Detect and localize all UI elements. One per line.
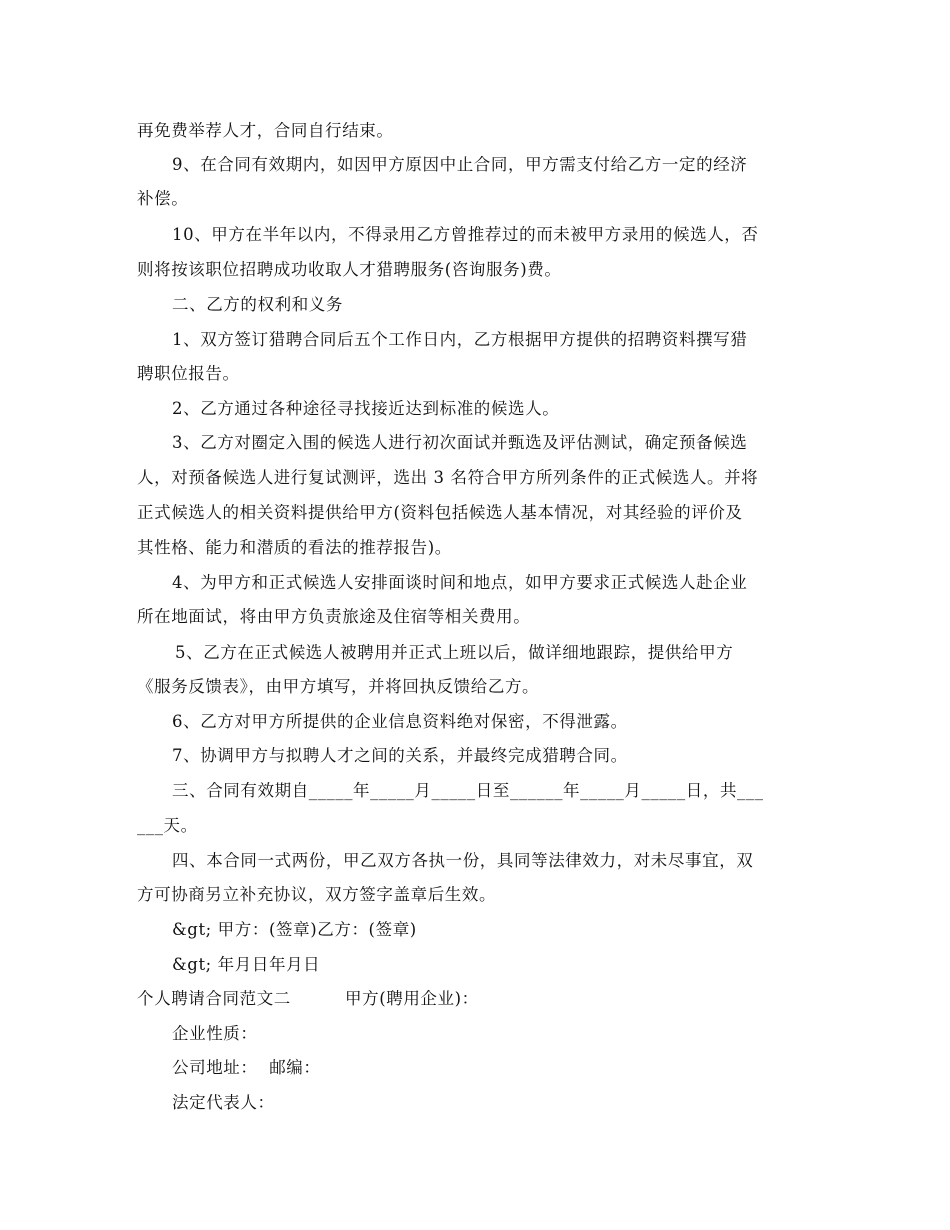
paragraph-line: 人，对预备候选人进行复试测评，选出 3 名符合甲方所列条件的正式候选人。并将 bbox=[137, 468, 759, 487]
paragraph-line: 《服务反馈表》，由甲方填写，并将回执反馈给乙方。 bbox=[137, 677, 540, 696]
address-postcode-field: 公司地址： 邮编： bbox=[172, 1058, 321, 1077]
section-4-line: 四、本合同一式两份，甲乙双方各执一份，具同等法律效力，对未尽事宜，双 bbox=[172, 851, 754, 870]
clause-6-line: 6、乙方对甲方所提供的企业信息资料绝对保密，不得泄露。 bbox=[172, 712, 628, 731]
contract-title: 个人聘请合同范文二 bbox=[137, 989, 291, 1008]
clause-4-line: 4、为甲方和正式候选人安排面谈时间和地点，如甲方要求正式候选人赴企业 bbox=[172, 573, 748, 592]
paragraph-line: ___天。 bbox=[137, 816, 198, 835]
clause-7-line: 7、协调甲方与拟聘人才之间的关系，并最终完成猎聘合同。 bbox=[172, 746, 628, 765]
paragraph-line: 所在地面试，将由甲方负责旅途及住宿等相关费用。 bbox=[137, 607, 531, 626]
section-heading: 二、乙方的权利和义务 bbox=[172, 295, 343, 314]
clause-2-line: 2、乙方通过各种途径寻找接近达到标准的候选人。 bbox=[172, 399, 560, 418]
paragraph-line: 方可协商另立补充协议，双方签字盖章后生效。 bbox=[137, 885, 497, 904]
date-line: &gt; 年月日年月日 bbox=[172, 955, 321, 974]
paragraph-line: 其性格、能力和潜质的看法的推荐报告)。 bbox=[137, 538, 452, 557]
party-a-heading: 甲方(聘用企业)： bbox=[345, 989, 479, 1008]
paragraph-line: 则将按该职位招聘成功收取人才猎聘服务(咨询服务)费。 bbox=[137, 260, 562, 279]
paragraph-line: 再免费举荐人才，合同自行结束。 bbox=[137, 121, 394, 140]
clause-10-line: 10、甲方在半年以内，不得录用乙方曾推荐过的而未被甲方录用的候选人，否 bbox=[172, 225, 759, 244]
paragraph-line: 正式候选人的相关资料提供给甲方(资料包括候选人基本情况，对其经验的评价及 bbox=[137, 503, 743, 522]
clause-9-line: 9、在合同有效期内，如因甲方原因中止合同，甲方需支付给乙方一定的经济 bbox=[172, 155, 748, 174]
paragraph-line: 聘职位报告。 bbox=[137, 364, 240, 383]
company-type-field: 企业性质： bbox=[172, 1024, 258, 1043]
paragraph-line: 补偿。 bbox=[137, 189, 189, 208]
legal-representative-field: 法定代表人： bbox=[172, 1093, 275, 1112]
clause-3-line: 3、乙方对圈定入围的候选人进行初次面试并甄选及评估测试，确定预备候选 bbox=[172, 433, 748, 452]
clause-1-line: 1、双方签订猎聘合同后五个工作日内，乙方根据甲方提供的招聘资料撰写猎 bbox=[172, 330, 748, 349]
clause-5-line: 5、乙方在正式候选人被聘用并正式上班以后，做详细地跟踪，提供给甲方 bbox=[175, 643, 734, 662]
signature-line: &gt; 甲方：(签章)乙方：(签章) bbox=[172, 920, 417, 939]
section-3-line: 三、合同有效期自_____年_____月_____日至______年_____月_____日，共___ bbox=[172, 781, 764, 800]
